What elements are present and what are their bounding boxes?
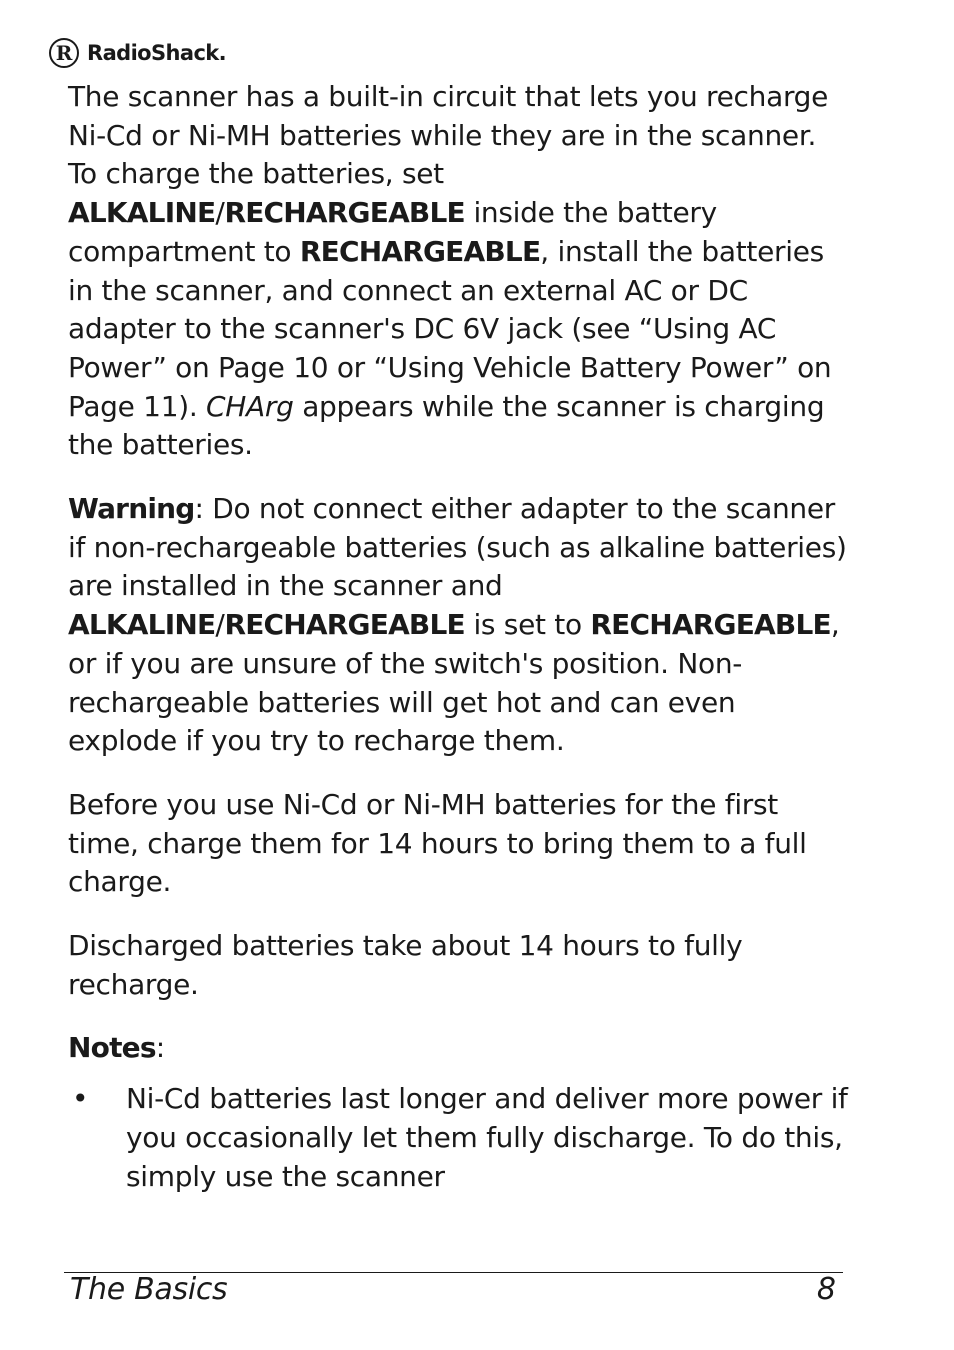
radioshack-logo-icon: R (49, 38, 79, 68)
warning-label: Warning (68, 492, 195, 526)
first-charge-paragraph: Before you use Ni-Cd or Ni-MH batteries for the first time, charge them for 14 hours to bring them to a full charge. (68, 787, 807, 899)
page-content (68, 78, 848, 1196)
alkaline-label: ALKALINE (68, 608, 216, 642)
alkaline-label: ALKALINE (68, 196, 216, 230)
radioshack-wordmark: RadioShack. (87, 41, 227, 65)
list-item (68, 1080, 848, 1196)
charging-paragraph (68, 78, 848, 465)
rechargeable-label: RECHARGEABLE (224, 196, 465, 230)
text-span: appears while the scanner is charging the batteries. (68, 389, 825, 462)
recharge-time-paragraph: Discharged batteries take about 14 hours to fully recharge. (68, 929, 743, 1001)
text-span: / (215, 196, 225, 230)
rechargeable-setting: RECHARGEABLE (299, 234, 541, 268)
warning-paragraph (68, 490, 848, 761)
text-span: , or if you are unsure of the switch's position. Non-rechargeable batteries will get hot and can even explode if you try to recharge them. (68, 608, 840, 758)
footer-section-title: The Basics (70, 1272, 228, 1307)
page-number: 8 (816, 1272, 836, 1307)
notes-heading (68, 1029, 848, 1068)
text-span: / (215, 608, 225, 642)
rechargeable-label: RECHARGEABLE (224, 608, 465, 642)
bullet-icon: • (72, 1082, 89, 1116)
text-span: The scanner has a built-in circuit that lets you recharge Ni-Cd or Ni-MH batteries while they are in the scanner. To charge the batteries, set (68, 80, 829, 191)
text-span: : (194, 492, 204, 526)
charg-display-text: CHArg (206, 389, 294, 423)
note-text: Ni-Cd batteries last longer and deliver more power if you occasionally let them fully discharge. To do this, simply use the scanner (126, 1082, 848, 1193)
text-span: , install the batteries in the scanner, and connect an external AC or DC adapter to the scanner's DC 6V jack (see “Using AC Power” on Page 10 or “Using Vehicle Battery Power” on Page 11). (68, 234, 832, 423)
text-span: Do not connect either adapter to the scanner if non-rechargeable batteries (such as alkaline batteries) are installed in the scanner and (68, 492, 847, 603)
text-span: inside the battery compartment to (68, 196, 717, 268)
text-span: : (155, 1031, 165, 1065)
text-span: is set to (464, 608, 591, 642)
radioshack-logo (49, 36, 226, 70)
notes-label: Notes (68, 1031, 156, 1065)
rechargeable-setting: RECHARGEABLE (590, 608, 831, 642)
